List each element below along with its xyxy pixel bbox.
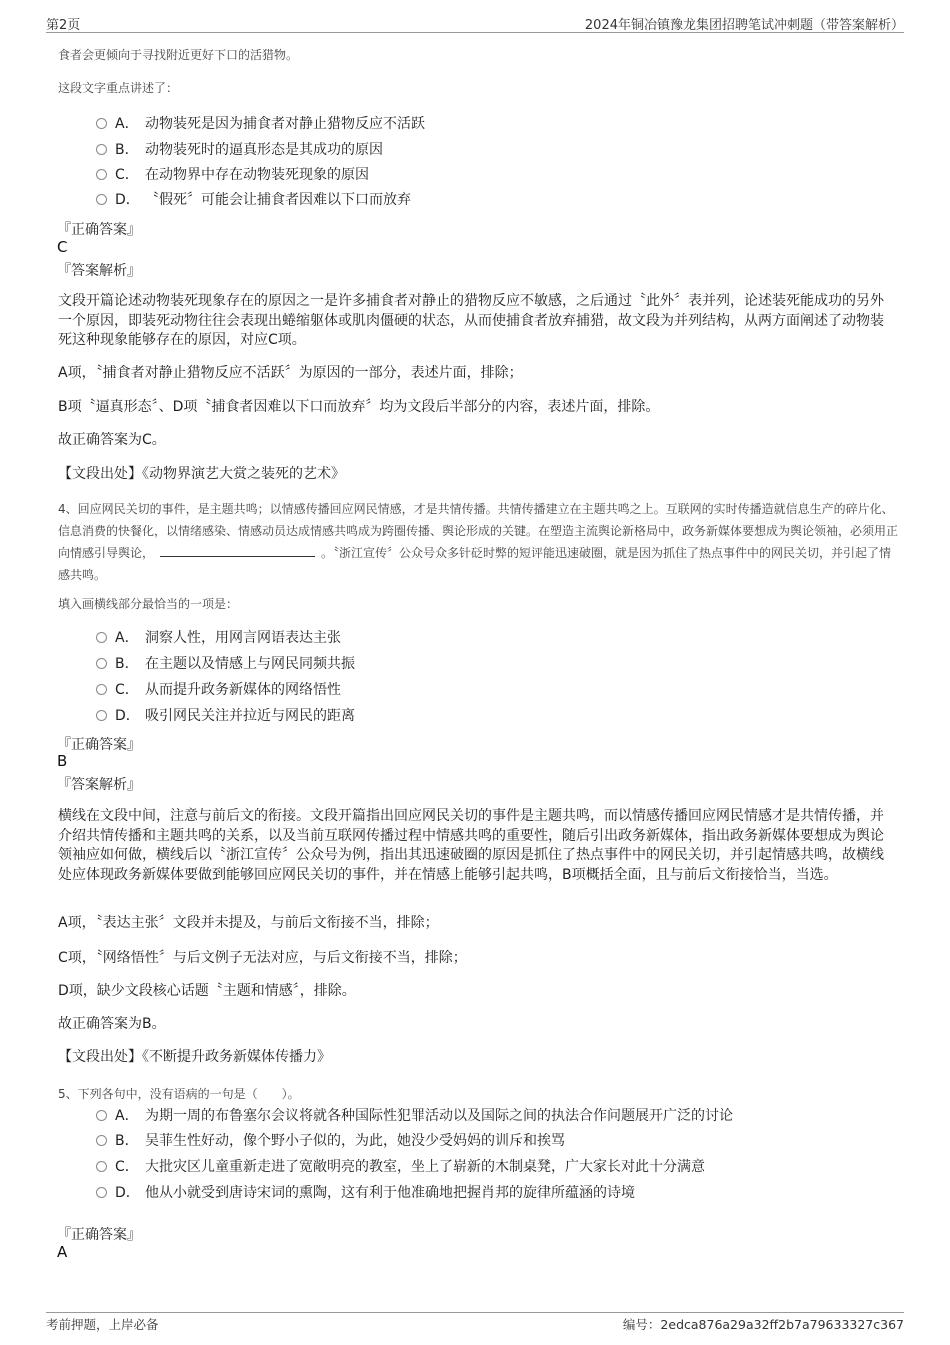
q4-analysis-d: D项，缺少文段核心话题〝主题和情感〞，排除。 [58, 983, 356, 999]
q4-prompt: 填入画横线部分最恰当的一项是： [58, 597, 239, 611]
q3-analysis-a: A项，〝捕食者对静止猎物反应不活跃〞为原因的一部分，表述片面，排除； [58, 365, 523, 381]
q5-stem: 5、下列各句中，没有语病的一句是（ ）。 [58, 1087, 300, 1101]
q4-passage: 4、回应网民关切的事件，是主题共鸣；以情感传播回应网民情感，才是共情传播。共情传播建立在主题共鸣之上。互联网的实时传播造就信息生产的碎片化、信息消费的快餐化，以情绪感染、情感动员达成情感共鸣成为跨圈传播、舆论形成的关键。在塑造主流舆论新格局中，政务新媒体要想成为舆论领袖，必须用正向情感引导舆论， 。〝浙江宣传〞公众号众多针砭时弊的短评能迅速破圈，就是因为抓住了热点事件中的网民关切，并引起了情感共鸣。 [58, 502, 899, 582]
q5-answer-label: 『正确答案』 [57, 1227, 141, 1243]
footer-slogan: 考前押题，上岸必备 [46, 1317, 159, 1332]
q3-option-b[interactable]: B． 动物装死时的逼真形态是其成功的原因 [96, 140, 383, 160]
q5-option-a[interactable]: A． 为期一周的布鲁塞尔会议将就各种国际性犯罪活动以及国际之间的执法合作问题展开广泛的讨论 [96, 1106, 733, 1126]
q4-analysis-label: 『答案解析』 [57, 777, 141, 793]
q4-answer: B [57, 752, 68, 770]
q3-conclusion: 故正确答案为C。 [58, 432, 166, 448]
radio-icon[interactable] [96, 1135, 107, 1146]
q4-option-c[interactable]: C． 从而提升政务新媒体的网络悟性 [96, 680, 341, 700]
q5-option-d[interactable]: D． 他从小就受到唐诗宋词的熏陶，这有利于他准确地把握肖邦的旋律所蕴涵的诗境 [96, 1183, 635, 1203]
q4-analysis-c: C项，〝网络悟性〞与后文例子无法对应，与后文衔接不当，排除； [58, 950, 467, 966]
radio-icon[interactable] [96, 1187, 107, 1198]
q3-option-d[interactable]: D． 〝假死〞可能会让捕食者因难以下口而放弃 [96, 190, 411, 210]
q3-answer-label: 『正确答案』 [57, 222, 141, 238]
q4-source: 【文段出处】《不断提升政务新媒体传播力》 [58, 1049, 331, 1065]
q3-source: 【文段出处】《动物界演艺大赏之装死的艺术》 [58, 466, 345, 482]
q3-prompt: 这段文字重点讲述了： [58, 81, 179, 95]
radio-icon[interactable] [96, 194, 107, 205]
q5-option-c[interactable]: C． 大批灾区儿童重新走进了宽敞明亮的教室，坐上了崭新的木制桌凳，广大家长对此十分满意 [96, 1157, 705, 1177]
q5-answer: A [57, 1243, 68, 1261]
q4-answer-label: 『正确答案』 [57, 737, 141, 753]
q3-passage-tail: 食者会更倾向于寻找附近更好下口的活猎物。 [58, 48, 299, 62]
radio-icon[interactable] [96, 684, 107, 695]
page-footer [46, 1312, 904, 1333]
document-code: 编号：2edca876a29a32ff2b7a79633327c367 [622, 1317, 904, 1332]
q3-answer: C [57, 238, 68, 256]
radio-icon[interactable] [96, 632, 107, 643]
q4-option-d[interactable]: D． 吸引网民关注并拉近与网民的距离 [96, 706, 355, 726]
q5-option-b[interactable]: B． 吴菲生性好动，像个野小子似的，为此，她没少受妈妈的训斥和挨骂 [96, 1131, 565, 1151]
q3-analysis-bd: B项〝逼真形态〞、D项〝捕食者因难以下口而放弃〞均为文段后半部分的内容，表述片面，排除。 [58, 399, 660, 415]
q3-option-a[interactable]: A． 动物装死是因为捕食者对静止猎物反应不活跃 [96, 114, 425, 134]
radio-icon[interactable] [96, 710, 107, 721]
page-number: 第2页 [46, 18, 81, 33]
radio-icon[interactable] [96, 169, 107, 180]
q3-analysis-main: 文段开篇论述动物装死现象存在的原因之一是许多捕食者对静止的猎物反应不敏感，之后通过〝此外〞表并列，论述装死能成功的另外一个原因，即装死动物往往会表现出蜷缩躯体或肌肉僵硬的状态，从而使捕食者放弃捕猎，故文段为并列结构，从两方面阐述了动物装死这种现象能够存在的原因，对应C项。 [58, 293, 884, 348]
document-title: 2024年铜冶镇豫龙集团招聘笔试冲刺题（带答案解析） [584, 18, 904, 33]
radio-icon[interactable] [96, 1161, 107, 1172]
radio-icon[interactable] [96, 118, 107, 129]
q4-analysis-a: A项，〝表达主张〞文段并未提及，与前后文衔接不当，排除； [58, 915, 439, 931]
radio-icon[interactable] [96, 1110, 107, 1121]
q3-analysis-label: 『答案解析』 [57, 263, 141, 279]
q4-option-a[interactable]: A． 洞察人性，用网言网语表达主张 [96, 628, 341, 648]
q4-conclusion: 故正确答案为B。 [58, 1016, 166, 1032]
fill-blank [160, 544, 315, 557]
radio-icon[interactable] [96, 144, 107, 155]
q4-analysis-main: 横线在文段中间，注意与前后文的衔接。文段开篇指出回应网民关切的事件是主题共鸣，而以情感传播回应网民情感才是共情传播，并介绍共情传播和主题共鸣的关系，以及当前互联网传播过程中情感共鸣的重要性，随后引出政务新媒体，指出政务新媒体要想成为舆论领袖应如何做，横线后以〝浙江宣传〞公众号为例，指出其迅速破圈的原因是抓住了热点事件中的网民关切，并引起情感共鸣，故横线处应体现政务新媒体要做到能够回应网民关切的事件，并在情感上能够引起共鸣，B项概括全面，且与前后文衔接恰当，当选。 [58, 808, 884, 883]
q3-option-c[interactable]: C． 在动物界中存在动物装死现象的原因 [96, 165, 369, 185]
radio-icon[interactable] [96, 658, 107, 669]
q4-option-b[interactable]: B． 在主题以及情感上与网民同频共振 [96, 654, 355, 674]
